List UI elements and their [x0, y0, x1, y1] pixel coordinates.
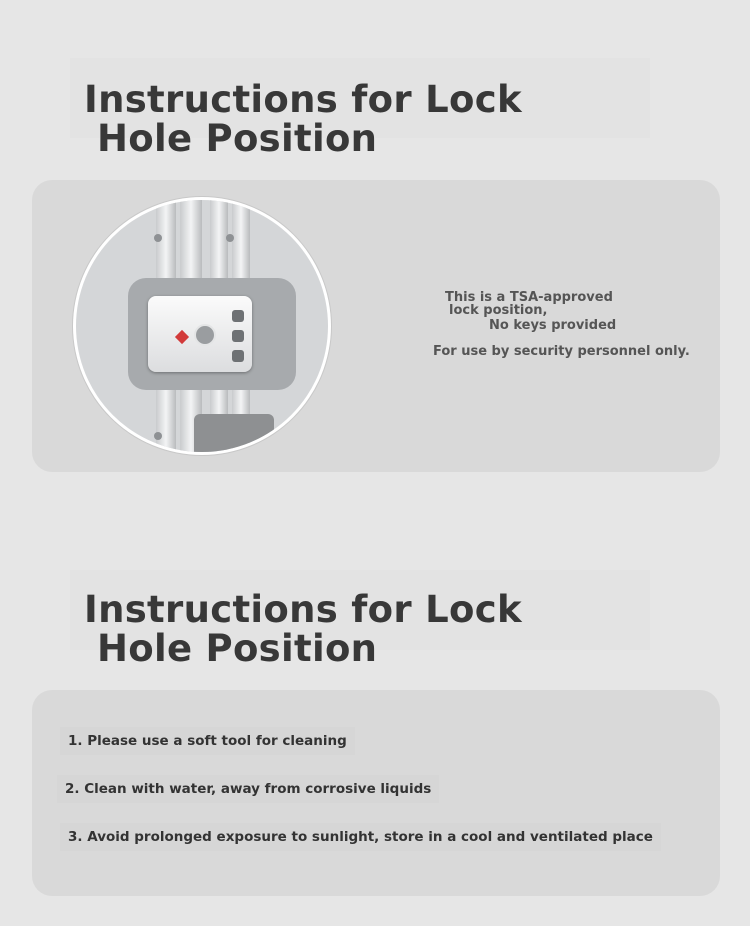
tsa-text-line-1: This is a TSA-approved — [445, 290, 613, 305]
heading-line-2: Hole Position — [97, 627, 378, 670]
section-1-heading — [84, 80, 522, 158]
tsa-text-line-2: lock position, — [449, 303, 548, 318]
tsa-text-line-4: For use by security personnel only. — [433, 344, 690, 359]
heading-line-1: Instructions for Lock — [84, 588, 522, 631]
care-item-3: 3. Avoid prolonged exposure to sunlight, store in a cool and ventilated place — [60, 823, 661, 851]
tsa-text-line-3: No keys provided — [489, 318, 617, 333]
heading-line-2: Hole Position — [97, 117, 378, 160]
care-item-1: 1. Please use a soft tool for cleaning — [60, 727, 355, 755]
section-2-heading — [84, 590, 522, 668]
heading-line-1: Instructions for Lock — [84, 78, 522, 121]
care-item-2: 2. Clean with water, away from corrosive liquids — [57, 775, 439, 803]
tsa-lock-icon — [76, 200, 328, 452]
